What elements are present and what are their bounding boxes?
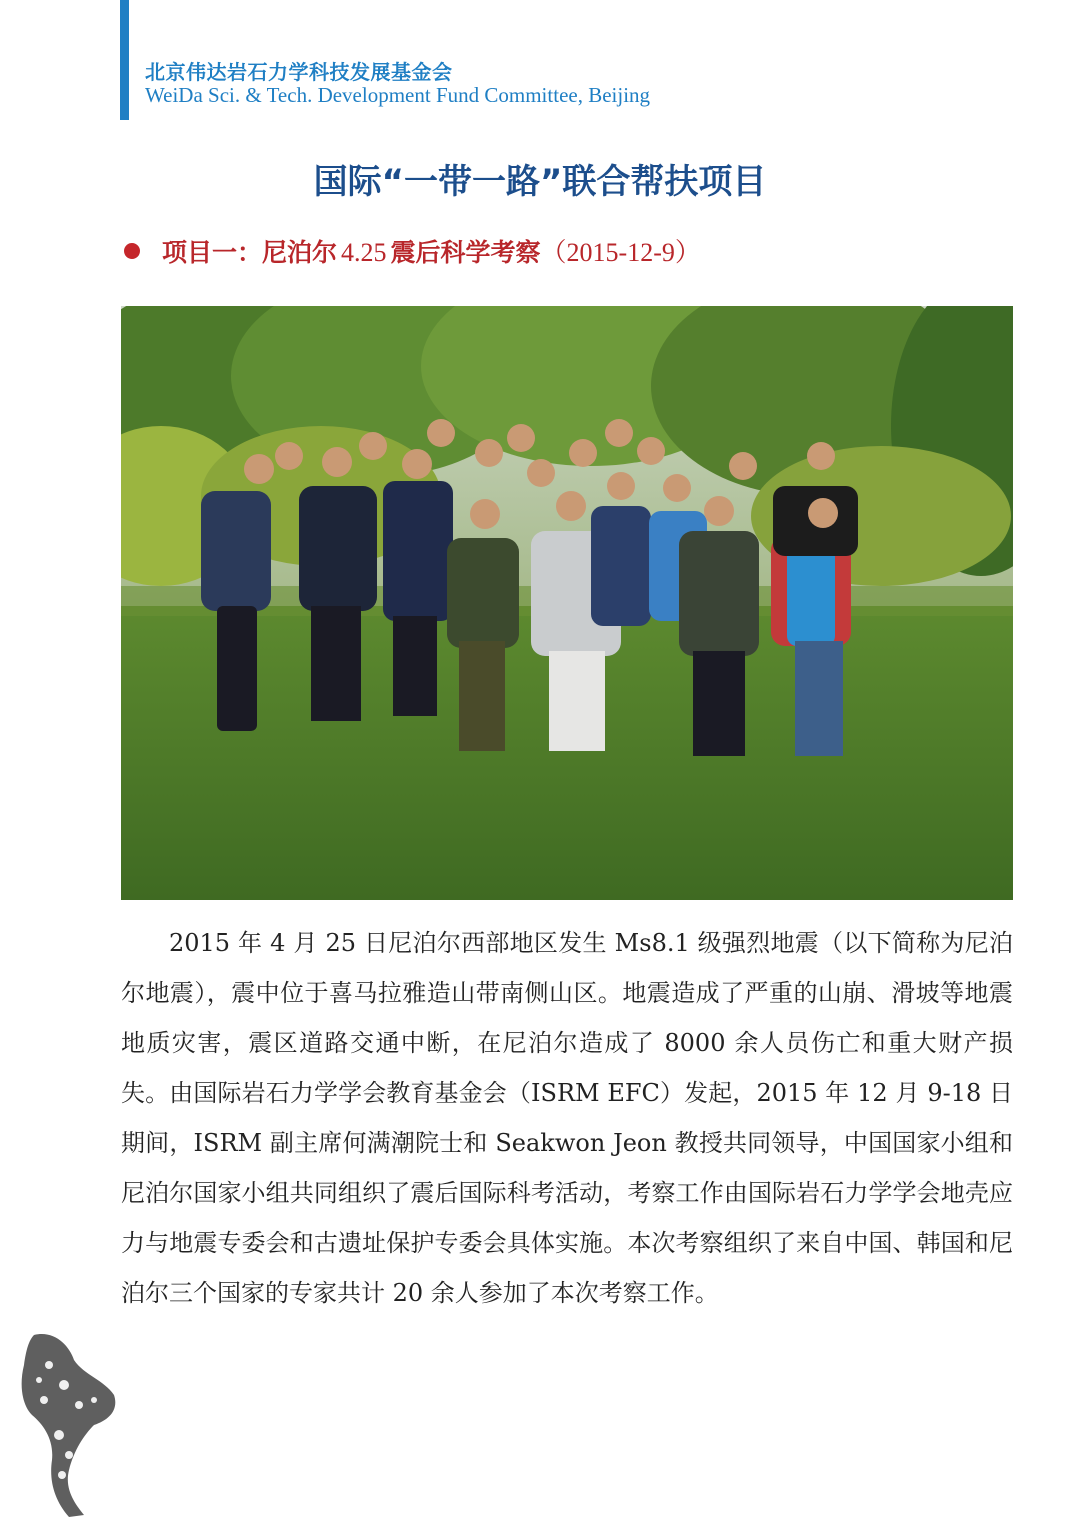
header-accent-bar bbox=[120, 0, 129, 120]
body-paragraph: 2015 年 4 月 25 日尼泊尔西部地区发生 Ms8.1 级强烈地震（以下简称为尼泊尔地震），震中位于喜马拉雅造山带南侧山区。地震造成了严重的山崩、滑坡等地震地质灾害，震区道路交通中断，在尼泊尔造成了 8000 余人员伤亡和重大财产损失。由国际岩石力学学会教育基金会（ISRM EFC）发起，2015 年 12 月 9-18 日期间，ISRM 副主席何满潮院士和 Seakwon Jeon 教授共同领导，中国国家小组和尼泊尔国家小组共同组织了震后国际科考活动，考察工作由国际岩石力学学会地壳应力与地震专委会和古遗址保护专委会具体实施。本次考察组织了来自中国、韩国和尼泊尔三个国家的专家共计 20 余人参加了本次考察工作。 bbox=[121, 929, 1013, 1307]
bullet-dot-icon bbox=[124, 243, 140, 259]
section-number: 4.25 bbox=[341, 238, 387, 267]
page-title: 国际“一带一路”联合帮扶项目 bbox=[313, 162, 767, 202]
header-org-name-cn: 北京伟达岩石力学科技发展基金会 bbox=[145, 60, 453, 84]
section-date: （2015-12-9） bbox=[540, 238, 701, 267]
ink-horse-sketch-icon bbox=[14, 1325, 134, 1520]
section-heading bbox=[124, 232, 701, 269]
header-org-name-en: WeiDa Sci. & Tech. Development Fund Committee, Beijing bbox=[145, 83, 651, 107]
group-photo bbox=[121, 306, 1013, 900]
group-photo-image bbox=[121, 306, 1013, 900]
section-subject: 震后科学考察 bbox=[390, 238, 541, 267]
section-label: 项目一：尼泊尔 bbox=[162, 238, 338, 267]
